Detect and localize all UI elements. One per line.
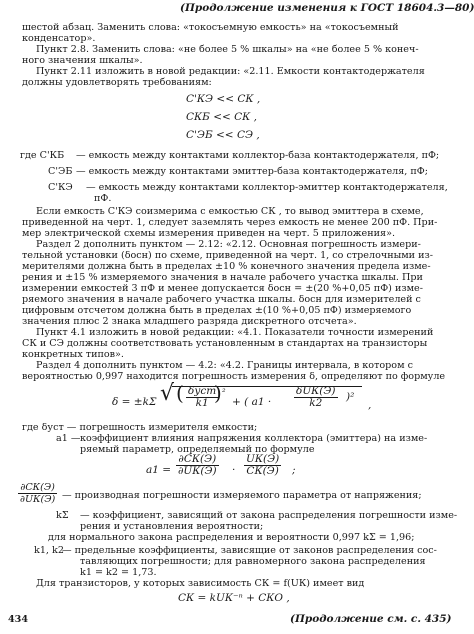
fraction-denominator: k2 (309, 397, 323, 410)
text-line: для нормального закона распределения и вероятности 0,997 kΣ = 1,96; (48, 532, 415, 543)
text-line: Пункт 4.1 изложить в новой редакции: «4.1. Показатели точности измерений (36, 327, 434, 338)
definition-symbol: a1 — (56, 433, 81, 444)
text-line: мерителями должна быть в пределах ±10 % конечного значения предела изме- (22, 261, 431, 272)
text-line: цифровым отсчетом должна быть в пределах ±(10 %+0,05 пФ) измеряемого (22, 305, 412, 316)
fraction-denominator: k1 (195, 397, 209, 410)
definition-text: — емкость между контактами коллектор-эмиттер контактодержателя, (86, 182, 448, 193)
definition-text: — емкость между контактами коллектор-база контактодержателя, пФ; (76, 150, 440, 161)
text-line: приведенной на черт. 1, следует заземлять через емкость не менее 200 пФ. При- (22, 217, 438, 228)
formula-middle: + ( a1 · (232, 396, 272, 408)
definition-symbol: C'ЭБ (48, 166, 73, 177)
exponent: ² (222, 388, 226, 398)
formula-fraction-3 (176, 454, 219, 477)
formula-semicolon: ; (292, 464, 296, 476)
fraction-denominator: ∂UК(Э) (20, 494, 56, 506)
fraction-denominator: ∂UК(Э) (178, 465, 217, 478)
text-line: конкретных типов». (22, 349, 124, 360)
text-line: значения плюс 2 знака младшего разряда дискретного отсчета». (22, 316, 357, 327)
formula-fraction-2 (294, 386, 338, 409)
definition-text: — коэффициент, зависящий от закона распределения погрешности изме- (80, 510, 458, 521)
text-line: измерении емкостей 3 пФ и менее допускается δосн = ±(20 %+0,05 пФ) изме- (22, 283, 423, 294)
definition-text: — производная погрешности измеряемого параметра от напряжения; (62, 490, 422, 501)
text-line: тельной установки (δосн) по схеме, приведенной на черт. 1, со стрелочными из- (22, 250, 433, 261)
text-line: шестой абзац. Заменить слова: «токосъемную емкость» на «токосъемный (22, 22, 399, 33)
text-line: рения и ±15 % измеряемого значения в начале рабочего участка шкалы. При (22, 272, 423, 283)
definition-text: k1 = k2 = 1,73. (80, 567, 157, 578)
text-line: должны удовлетворять требованиям: (22, 77, 212, 88)
definition-text: пФ. (94, 193, 112, 204)
definition-text: рения и установления вероятности; (80, 521, 264, 532)
fraction-numerator: δUК(Э) (296, 385, 336, 397)
text-line: Раздел 4 дополнить пунктом — 4.2: «4.2. Границы интервала, в котором с (36, 360, 413, 371)
continuation-note: (Продолжение см. с. 435) (290, 613, 452, 625)
text-line: ряемого значения в начале рабочего участка шкалы. δосн для измерителей с (22, 294, 421, 305)
sqrt-sign-icon: √ (160, 381, 175, 406)
definition-text: — предельные коэффициенты, зависящие от законов распределения сос- (62, 545, 437, 556)
definition-text: — емкость между контактами эмиттер-база контактодержателя, пФ; (76, 166, 428, 177)
definition-symbol: C'КЭ (48, 182, 73, 193)
definition-symbol: где C'КБ (20, 150, 65, 161)
page-header: (Продолжение изменения к ГОСТ 18604.3—80) (180, 2, 474, 14)
text-line: конденсатор». (22, 33, 96, 44)
formula-fraction-4 (244, 454, 281, 477)
definition-symbol: k1, k2 (34, 545, 64, 556)
formula-delta-lhs: δ = ±kΣ (112, 396, 157, 408)
definition-text: тавляющих погрешности; для равномерного закона распределения (80, 556, 426, 567)
definition-text: ряемый параметр, определяемый по формуле (80, 444, 315, 455)
fraction-numerator: UК(Э) (246, 453, 280, 465)
text-line: Для транзисторов, у которых зависимость CК = f(UК) имеет вид (36, 578, 365, 589)
text-line: Раздел 2 дополнить пунктом — 2.12: «2.12. Основная погрешность измери- (36, 239, 421, 250)
text-line: Пункт 2.11 изложить в новой редакции: «2.11. Емкости контактодержателя (36, 66, 425, 77)
formula-a1-lhs: a1 = (146, 464, 172, 476)
condition-formula: CКБ << CК , (186, 111, 257, 123)
formula-dot: · (232, 464, 236, 476)
formula-derivative (18, 482, 57, 505)
definition-symbol: kΣ (56, 510, 69, 521)
paren-open-icon: ( (176, 381, 184, 405)
page-number: 434 (8, 614, 29, 625)
text-line: Пункт 2.8. Заменить слова: «не более 5 % шкалы» на «не более 5 % конеч- (36, 44, 419, 55)
text-line: ного значения шкалы». (22, 55, 143, 66)
fraction-denominator: CК(Э) (246, 465, 279, 478)
text-line: мер электрической схемы измерения приведен на черт. 5 приложения». (22, 228, 395, 239)
formula-end: )² (346, 391, 355, 403)
formula-comma: , (368, 399, 372, 411)
paren-close-icon: ) (214, 381, 222, 405)
text-line: где δуст — погрешность измерителя емкости; (22, 422, 258, 433)
definition-text: коэффициент влияния напряжения коллектора (эмиттера) на изме- (80, 433, 428, 444)
text-line: Если емкость C'КЭ соизмерима с емкостью CК , то вывод эмиттера в схеме, (36, 206, 424, 217)
formula-ck: CК = kUК⁻ⁿ + CКО , (178, 592, 290, 604)
condition-formula: C'КЭ << CК , (186, 93, 261, 105)
text-line: CК и CЭ должны соответствовать установленным в стандартах на транзисторы (22, 338, 428, 349)
fraction-numerator: ∂CК(Э) (18, 482, 57, 494)
fraction-numerator: ∂CК(Э) (176, 454, 219, 466)
text-line: вероятностью 0,997 находится погрешность измерения δ, определяют по формуле (22, 371, 446, 382)
fraction-numerator: δуст (188, 385, 217, 397)
condition-formula: C'ЭБ << CЭ , (186, 129, 260, 141)
